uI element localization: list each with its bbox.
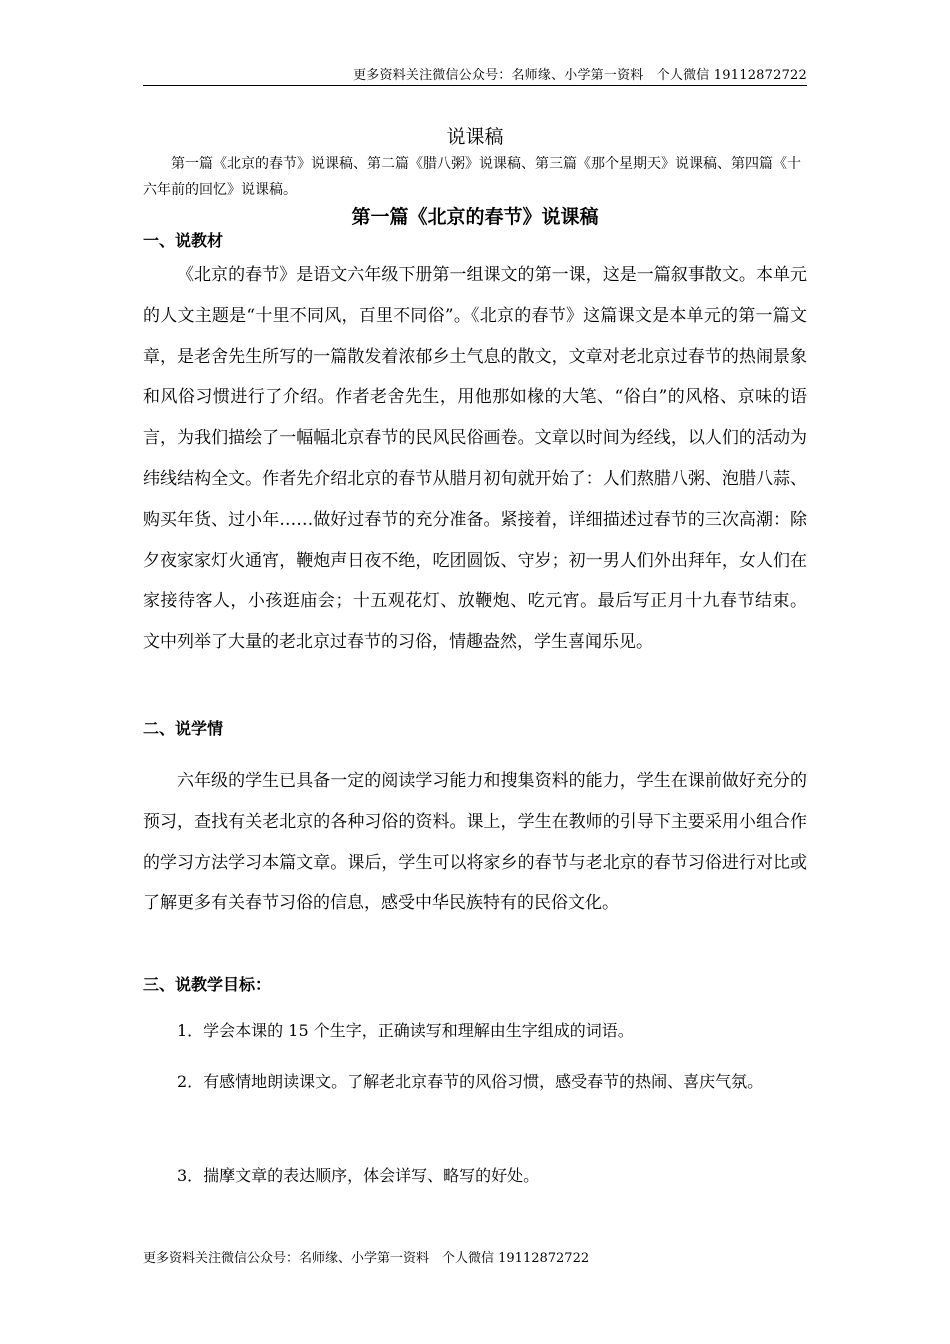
heading-textbook: 一、说教材 bbox=[143, 231, 224, 250]
goal-item-1: 1．学会本课的 15 个生字，正确读写和理解由生字组成的词语。 bbox=[177, 1021, 634, 1040]
heading-students: 二、说学情 bbox=[143, 719, 224, 738]
document-title: 说课稿 bbox=[446, 126, 504, 148]
document-intro: 第一篇《北京的春节》说课稿、第二篇《腊八粥》说课稿、第三篇《那个星期天》说课稿、第四篇《十六年前的回忆》说课稿。 bbox=[143, 156, 801, 198]
page-footer: 更多资料关注微信公众号：名师缘、小学第一资料 个人微信 19112872722 bbox=[143, 1251, 590, 1266]
paragraph-textbook: 《北京的春节》是语文六年级下册第一组课文的第一课，这是一篇叙事散文。本单元的人文主题是“十里不同风，百里不同俗”。《北京的春节》这篇课文是本单元的第一篇文章，是老舍先生所写的一篇散发着浓郁乡土气息的散文，文章对老北京过春节的热闹景象和风俗习惯进行了介绍。作者老舍先生，用他那如椽的大笔、“俗白”的风格、京味的语言，为我们描绘了一幅幅北京春节的民风民俗画卷。文章以时间为经线，以人们的活动为纬线结构全文。作者先介绍北京的春节从腊月初旬就开始了：人们熬腊八粥、泡腊八蒜、购买年货、过小年……做好过春节的充分准备。紧接着，详细描述过春节的三次高潮：除夕夜家家灯火通宵，鞭炮声日夜不绝，吃团圆饭、守岁；初一男人们外出拜年，女人们在家接待客人，小孩逛庙会；十五观花灯、放鞭炮、吃元宵。最后写正月十九春节结束。 文中列举了大量的老北京过春节的习俗，情趣盎然，学生喜闻乐见。 bbox=[143, 265, 807, 653]
goal-item-3: 3．揣摩文章的表达顺序，体会详写、略写的好处。 bbox=[177, 1166, 540, 1185]
section-title: 第一篇《北京的春节》说课稿 bbox=[351, 206, 599, 228]
header-divider bbox=[143, 85, 807, 86]
paragraph-students: 六年级的学生已具备一定的阅读学习能力和搜集资料的能力，学生在课前做好充分的预习，查找有关老北京的各种习俗的资料。课上，学生在教师的引导下主要采用小组合作的学习方法学习本篇文章。课后，学生可以将家乡的春节与老北京的春节习俗进行对比或了解更多有关春节习俗的信息，感受中华民族特有的民俗文化。 bbox=[143, 771, 807, 914]
goal-item-2: 2．有感情地朗读课文。了解老北京春节的风俗习惯，感受春节的热闹、喜庆气氛。 bbox=[177, 1072, 764, 1091]
heading-goals: 三、说教学目标： bbox=[143, 975, 272, 994]
header-text: 更多资料关注微信公众号：名师缘、小学第一资料 个人微信 19112872722 bbox=[353, 68, 807, 83]
